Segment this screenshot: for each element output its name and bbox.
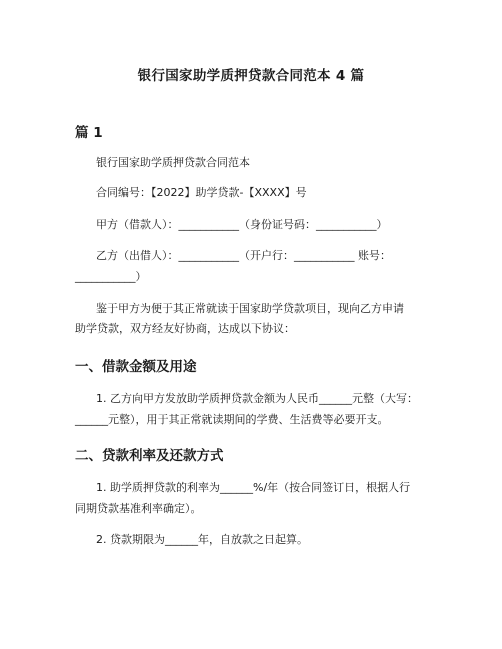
party-b-line-2: ___________） bbox=[75, 270, 147, 283]
section-1-item-1-line-1: 1. 乙方向甲方发放助学质押贷款金额为人民币______元整（大写： bbox=[96, 392, 418, 405]
section-2-item-1-line-1: 1. 助学质押贷款的利率为______%/年（按合同签订日，根据人行 bbox=[96, 481, 411, 494]
document-title: 银行国家助学质押贷款合同范本 4 篇 bbox=[137, 68, 365, 84]
section-1-heading: 一、借款金额及用途 bbox=[75, 359, 197, 375]
contract-number-line: 合同编号：【2022】助学贷款-【XXXX】号 bbox=[96, 186, 307, 199]
party-a-line: 甲方（借款人）：___________（身份证号码：___________） bbox=[96, 218, 388, 231]
section-2-heading: 二、贷款利率及还款方式 bbox=[75, 448, 224, 464]
contract-name-line: 银行国家助学质押贷款合同范本 bbox=[96, 156, 250, 169]
preamble-line-1: 鉴于甲方为便于其正常就读于国家助学贷款项目，现向乙方申请 bbox=[96, 302, 404, 315]
preamble-line-2: 助学贷款，双方经友好协商，达成以下协议： bbox=[75, 322, 295, 335]
section-1-item-1-line-2: ______元整），用于其正常就读期间的学费、生活费等必要开支。 bbox=[75, 413, 389, 426]
party-b-line-1: 乙方（出借人）：___________（开户行：___________ 账号： bbox=[96, 249, 391, 262]
section-2-item-2: 2. 贷款期限为______年，自放款之日起算。 bbox=[96, 533, 308, 546]
section-2-item-1-line-2: 同期贷款基准利率确定）。 bbox=[75, 502, 202, 515]
part-heading: 篇 1 bbox=[75, 125, 103, 141]
